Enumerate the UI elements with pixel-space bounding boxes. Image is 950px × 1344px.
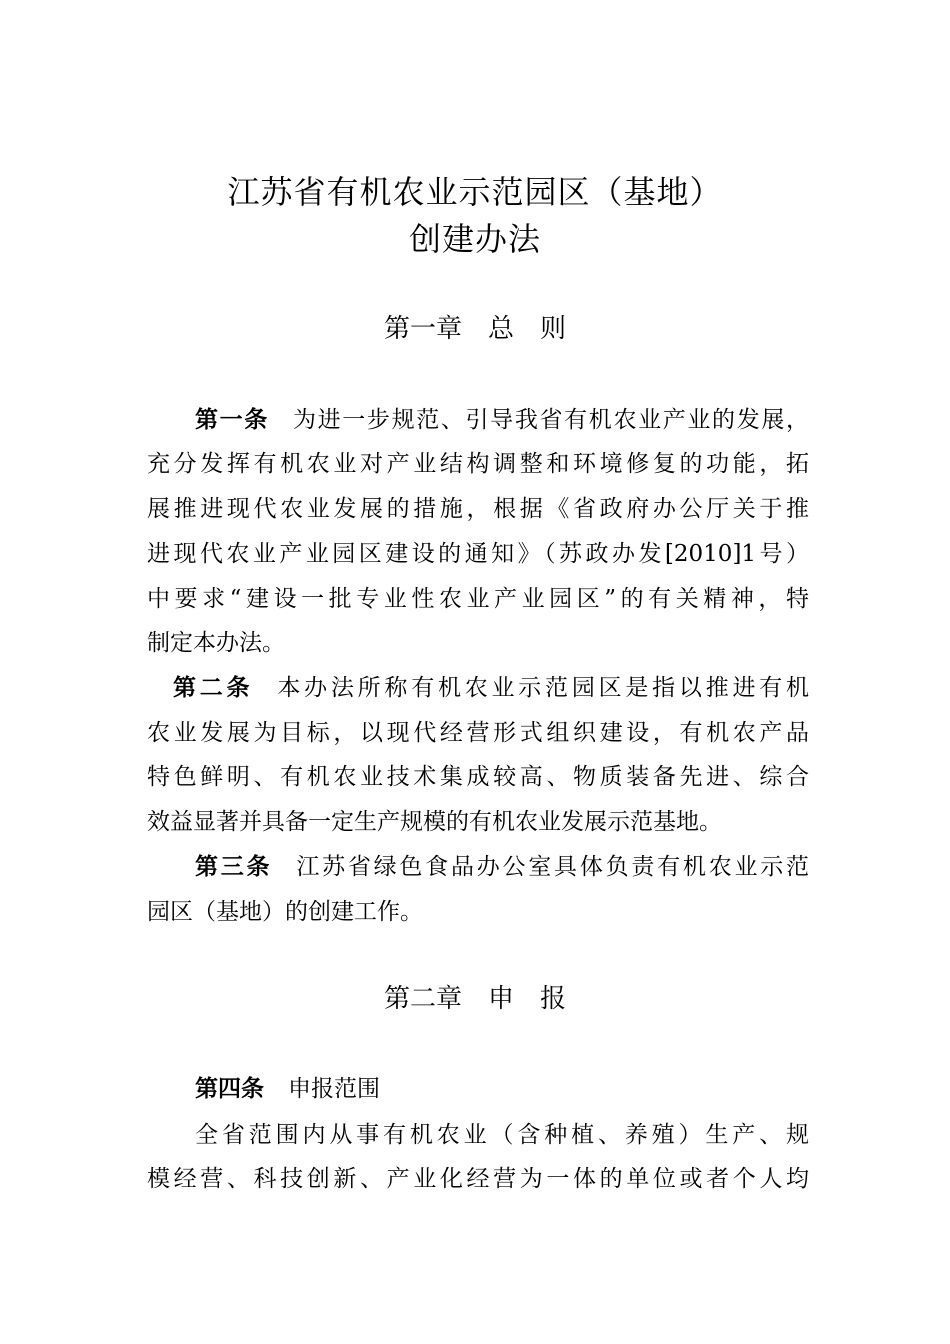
- article-3-line: 园区（基地）的创建工作。: [147, 899, 423, 925]
- article-4-line: 模经营、科技创新、产业化经营为一体的单位或者个人均: [147, 1166, 809, 1192]
- article-2-line: 农业发展为目标，以现代经营形式组织建设，有机农产品: [147, 720, 809, 746]
- article-1-line: [195, 405, 809, 435]
- chapter-1-heading: 第一章 总 则: [383, 314, 566, 344]
- article-4-heading-line: [195, 1074, 809, 1104]
- article-2-line: 特色鲜明、有机农业技术集成较高、物质装备先进、综合: [147, 764, 809, 790]
- article-3-line: [195, 852, 809, 882]
- article-1-line: 制定本办法。: [147, 630, 285, 656]
- article-3-text: 江苏省绿色食品办公室具体负责有机农业示范: [296, 854, 810, 880]
- article-2-line: 效益显著并具备一定生产规模的有机农业发展示范基地。: [147, 809, 722, 835]
- article-4-heading: 申报范围: [288, 1076, 380, 1102]
- article-4-label: 第四条: [195, 1076, 264, 1102]
- article-1-line: 充分发挥有机农业对产业结构调整和环境修复的功能，拓: [147, 451, 809, 477]
- article-2-label: 第二条: [173, 675, 254, 701]
- document-title-line-1: 江苏省有机农业示范园区（基地）: [227, 173, 723, 211]
- article-1-line: 展推进现代农业发展的措施，根据《省政府办公厅关于推: [147, 496, 809, 522]
- document-title-line-2: 创建办法: [408, 220, 541, 258]
- article-2-line: [173, 673, 809, 703]
- article-2-text: 本办法所称有机农业示范园区是指以推进有机: [277, 675, 810, 701]
- article-1-label: 第一条: [195, 407, 269, 433]
- article-1-line: 中要求“建设一批专业性农业产业园区”的有关精神，特: [147, 586, 809, 612]
- article-1-text: 为进一步规范、引导我省有机农业产业的发展，: [292, 407, 810, 433]
- article-3-label: 第三条: [195, 854, 273, 880]
- article-1-line: 进现代农业产业园区建设的通知》（苏政办发[2010]1号）: [147, 541, 809, 567]
- article-4-line: 全省范围内从事有机农业（含种植、养殖）生产、规: [195, 1122, 809, 1148]
- chapter-2-heading: 第二章 申 报: [383, 984, 566, 1014]
